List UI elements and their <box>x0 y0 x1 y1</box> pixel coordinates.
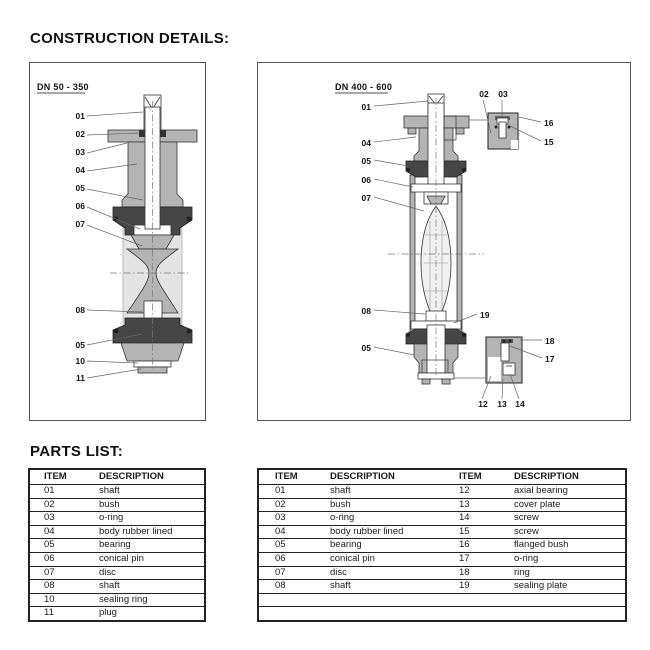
diagram-label-dn400: DN 400 - 600 <box>335 82 393 92</box>
column-header: DESCRIPTION <box>498 469 626 485</box>
seal-dot <box>462 333 466 337</box>
leader-line <box>374 137 416 142</box>
item-cell: 12 <box>443 485 498 499</box>
description-cell: shaft <box>85 485 205 499</box>
description-cell: body rubber lined <box>314 525 443 539</box>
item-cell: 08 <box>258 580 314 594</box>
description-cell: shaft <box>85 580 205 594</box>
description-cell: disc <box>314 566 443 580</box>
callout-06: 06 <box>361 175 371 185</box>
description-cell: axial bearing <box>498 485 626 499</box>
item-cell: 10 <box>29 593 85 607</box>
table-row <box>29 485 205 499</box>
item-cell: 16 <box>443 539 498 553</box>
description-cell: shaft <box>314 580 443 594</box>
callout-07: 07 <box>361 193 371 203</box>
callout-04: 04 <box>361 138 371 148</box>
header-row <box>258 469 626 485</box>
valve-dn400-600-drawing <box>258 63 630 420</box>
page-title: CONSTRUCTION DETAILS: <box>30 30 230 47</box>
description-cell: sealing ring <box>85 593 205 607</box>
item-cell: 14 <box>443 512 498 526</box>
callout-07: 07 <box>75 219 85 229</box>
diagram-box-dn400-600 <box>257 62 631 421</box>
item-cell: 05 <box>258 539 314 553</box>
description-cell: screw <box>498 512 626 526</box>
item-cell: 07 <box>29 566 85 580</box>
description-cell: flanged bush <box>498 539 626 553</box>
leader-line <box>374 197 424 211</box>
callout-05: 05 <box>361 156 371 166</box>
description-cell: conical pin <box>314 552 443 566</box>
description-cell: bush <box>314 498 443 512</box>
callout-18: 18 <box>545 336 555 346</box>
cover-screw <box>503 363 515 375</box>
o-ring-dot <box>509 340 512 343</box>
leader-line <box>374 179 413 187</box>
callout-02: 02 <box>75 129 85 139</box>
shaft-end-section <box>488 357 501 381</box>
item-cell: 19 <box>443 580 498 594</box>
callout-02: 02 <box>479 89 489 99</box>
table-row <box>29 498 205 512</box>
leader-line <box>374 160 408 166</box>
leader-line <box>87 143 127 153</box>
leader-line <box>374 310 425 314</box>
item-cell: 03 <box>29 512 85 526</box>
parts-list-title: PARTS LIST: <box>30 443 124 460</box>
axial-bearing-part <box>501 343 509 361</box>
callout-08: 08 <box>361 306 371 316</box>
item-cell <box>258 607 314 621</box>
item-cell: 17 <box>443 552 498 566</box>
description-cell: ring <box>498 566 626 580</box>
table-row <box>29 580 205 594</box>
cap-foot <box>442 379 450 384</box>
item-cell <box>443 607 498 621</box>
seal-dot <box>462 168 466 172</box>
item-cell: 05 <box>29 539 85 553</box>
cap-foot <box>422 379 430 384</box>
description-cell <box>314 593 443 607</box>
item-cell: 03 <box>258 512 314 526</box>
table-row <box>258 580 626 594</box>
callout-05: 05 <box>75 183 85 193</box>
description-cell: screw <box>498 525 626 539</box>
callout-17: 17 <box>545 354 555 364</box>
o-ring-dot <box>503 340 506 343</box>
description-cell: bearing <box>314 539 443 553</box>
valve-dn50-350-drawing <box>30 63 205 420</box>
description-cell <box>498 593 626 607</box>
seal-dot <box>187 217 192 222</box>
table-row <box>258 552 626 566</box>
table-row <box>29 607 205 621</box>
callout-12: 12 <box>478 399 488 409</box>
callout-13: 13 <box>497 399 507 409</box>
callout-01: 01 <box>75 111 85 121</box>
callout-19: 19 <box>480 310 490 320</box>
callout-16: 16 <box>544 118 554 128</box>
bush-mark <box>139 130 145 137</box>
description-cell: body rubber lined <box>85 525 205 539</box>
screw-shaft <box>499 122 506 138</box>
callout-08: 08 <box>75 305 85 315</box>
diagram-box-dn50-350 <box>29 62 206 421</box>
description-cell: bush <box>85 498 205 512</box>
description-cell: o-ring <box>314 512 443 526</box>
item-cell: 04 <box>258 525 314 539</box>
table-row <box>29 539 205 553</box>
description-cell: cover plate <box>498 498 626 512</box>
table-row <box>258 539 626 553</box>
diagram-label-dn50: DN 50 - 350 <box>37 82 89 92</box>
header-row <box>29 469 205 485</box>
item-cell: 06 <box>29 552 85 566</box>
table-row <box>29 525 205 539</box>
item-cell: 06 <box>258 552 314 566</box>
seal-dot <box>114 329 119 334</box>
callout-01: 01 <box>361 102 371 112</box>
table-row <box>258 512 626 526</box>
table-row <box>29 566 205 580</box>
table-row <box>258 498 626 512</box>
corner-notch <box>511 140 518 149</box>
leader-line <box>374 347 414 355</box>
description-cell: conical pin <box>85 552 205 566</box>
callout-05b: 05 <box>361 343 371 353</box>
parts-table-right <box>257 468 627 622</box>
item-cell: 08 <box>29 580 85 594</box>
leader-line <box>87 369 141 378</box>
callout-10: 10 <box>75 356 85 366</box>
item-cell: 02 <box>258 498 314 512</box>
table-row <box>258 607 626 621</box>
column-header: DESCRIPTION <box>85 469 205 485</box>
description-cell: plug <box>85 607 205 621</box>
table-row <box>258 566 626 580</box>
item-cell: 13 <box>443 498 498 512</box>
item-cell: 11 <box>29 607 85 621</box>
table-row <box>29 593 205 607</box>
leader-line <box>374 101 428 106</box>
description-cell: disc <box>85 566 205 580</box>
callout-06: 06 <box>75 201 85 211</box>
seal-dot <box>406 333 410 337</box>
column-header: DESCRIPTION <box>314 469 443 485</box>
description-cell <box>498 607 626 621</box>
item-cell: 01 <box>258 485 314 499</box>
description-cell: shaft <box>314 485 443 499</box>
description-cell: o-ring <box>85 512 205 526</box>
callout-15: 15 <box>544 137 554 147</box>
item-cell: 01 <box>29 485 85 499</box>
callout-03: 03 <box>75 147 85 157</box>
detail-inset-top <box>469 113 518 149</box>
o-ring-mark <box>160 130 166 137</box>
callout-14: 14 <box>515 399 525 409</box>
column-header: ITEM <box>258 469 314 485</box>
description-cell <box>314 607 443 621</box>
column-header: ITEM <box>29 469 85 485</box>
callout-04: 04 <box>75 165 85 175</box>
description-cell: sealing plate <box>498 580 626 594</box>
item-cell: 04 <box>29 525 85 539</box>
table-row <box>258 593 626 607</box>
seal-dot <box>187 329 192 334</box>
item-cell: 07 <box>258 566 314 580</box>
table-row <box>258 525 626 539</box>
o-ring-dot <box>495 126 498 129</box>
table-row <box>258 485 626 499</box>
description-cell: bearing <box>85 539 205 553</box>
item-cell: 18 <box>443 566 498 580</box>
seal-dot <box>406 168 410 172</box>
parts-table-left <box>28 468 206 622</box>
leader-line <box>87 112 143 116</box>
item-cell <box>443 593 498 607</box>
item-cell: 02 <box>29 498 85 512</box>
flange-shoulder <box>456 128 464 134</box>
table-row <box>29 552 205 566</box>
column-header: ITEM <box>443 469 498 485</box>
table-row <box>29 512 205 526</box>
callout-11: 11 <box>76 373 85 383</box>
flange-shoulder <box>408 128 416 134</box>
callout-03: 03 <box>498 89 508 99</box>
callout-05b: 05 <box>75 340 85 350</box>
leader-line <box>519 117 541 122</box>
description-cell: o-ring <box>498 552 626 566</box>
item-cell: 15 <box>443 525 498 539</box>
item-cell <box>258 593 314 607</box>
